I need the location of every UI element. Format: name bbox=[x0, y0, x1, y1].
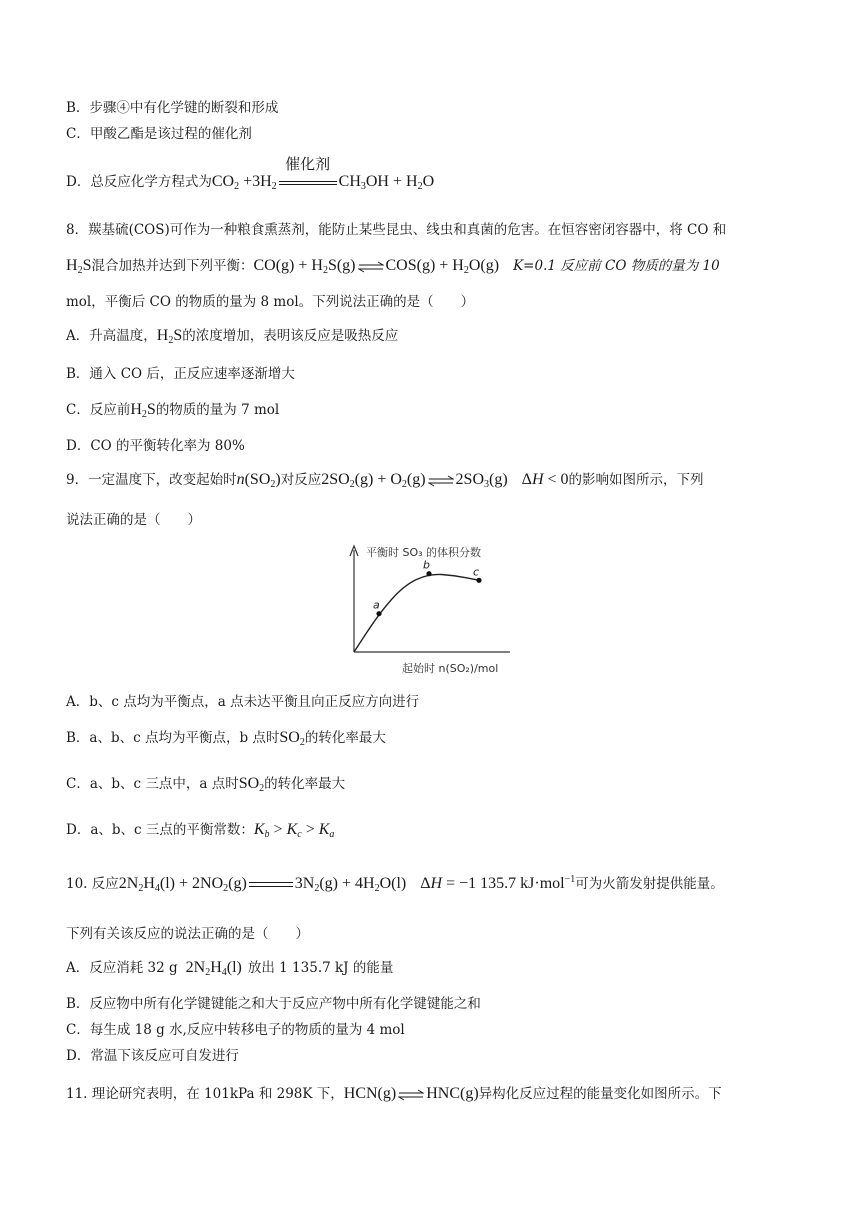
q10-option-d: D．常温下该反应可自发进行 bbox=[66, 1048, 239, 1064]
q9-option-a: A．b、c 点均为平衡点，a 点未达平衡且向正反应方向进行 bbox=[66, 694, 420, 710]
point-b bbox=[426, 571, 431, 576]
catalyst-arrow bbox=[279, 154, 337, 190]
q9-stem-line1: 9．一定温度下，改变起始时$n(SO_2)$对反应$2SO_2(g) + O_2(g)$ $2SO_3(g) \Delta H < 0$的影响如图所示，下列 bbox=[66, 471, 704, 490]
q11-stem-line1: 11. 理论研究表明，在 101kPa 和 298K 下，HCN(g) HNC(g)异构化反应过程的能量变化如图所示。下 bbox=[66, 1085, 722, 1102]
q8-option-d: D．CO 的平衡转化率为 80% bbox=[66, 438, 245, 454]
q10-option-c: C．每生成 18 g 水,反应中转移电子的物质的量为 4 mol bbox=[66, 1022, 405, 1038]
q8-option-c: C．反应前$H_2S$的物质的量为 7 mol bbox=[66, 401, 280, 420]
point-label-c: c bbox=[473, 565, 480, 579]
q9-option-d: D．a、b、c 三点的平衡常数：$K_b > K_c > K_a$ bbox=[66, 821, 335, 840]
q9-option-b: B．a、b、c 点均为平衡点，b 点时$SO_2$的转化率最大 bbox=[66, 729, 386, 748]
reversible-arrow-icon bbox=[358, 261, 384, 273]
q7-option-d: D．总反应化学方程式为$CO_2 +3H_2$ 催化剂 $CH_3OH + H_2O$ bbox=[66, 154, 435, 192]
q7-option-c: C．甲酸乙酯是该过程的催化剂 bbox=[66, 126, 252, 142]
q8-stem-line3: mol，平衡后 CO 的物质的量为 8 mol。下列说法正确的是（ ） bbox=[66, 294, 475, 310]
q9-stem-line2: 说法正确的是（ ） bbox=[66, 512, 201, 528]
y-axis-label: 平衡时 SO₃ 的体积分数 bbox=[366, 546, 482, 559]
point-a bbox=[376, 611, 381, 616]
catalyst-label: 催化剂 bbox=[285, 154, 331, 173]
reversible-arrow-icon bbox=[398, 1089, 424, 1101]
q7-option-b: B．步骤④中有化学键的断裂和形成 bbox=[66, 100, 279, 116]
q10-stem-line2: 下列有关该反应的说法正确的是（ ） bbox=[66, 926, 309, 942]
point-label-a: a bbox=[373, 598, 380, 612]
point-label-b: b bbox=[423, 558, 430, 572]
equals-sign bbox=[249, 881, 293, 889]
equilibrium-chart bbox=[340, 542, 520, 678]
q8-stem-line2: $H_2S$混合加热并达到下列平衡：$CO(g) + H_2S(g) COS(g) + H_2O(g)$ K=0.1 反应前 CO 物质的量为 10 bbox=[66, 257, 720, 276]
q8-option-b: B．通入 CO 后，正反应速率逐渐增大 bbox=[66, 366, 295, 382]
q10-option-a: A．反应消耗 32 g $2N_2H_4(l)$ 放出 1 135.7 kJ 的能量 bbox=[66, 959, 394, 978]
q9-option-c: C．a、b、c 三点中，a 点时$SO_2$的转化率最大 bbox=[66, 775, 346, 794]
reversible-arrow-icon bbox=[428, 475, 454, 487]
q8-option-a: A．升高温度，$H_2S$的浓度增加，表明该反应是吸热反应 bbox=[66, 327, 399, 346]
q10-option-b: B．反应物中所有化学键键能之和大于反应产物中所有化学键键能之和 bbox=[66, 996, 481, 1012]
q10-stem-line1: 10. 反应$2N_2H_4(l) + 2NO_2(g) 3N_2(g) + 4H_2O(l) \Delta H = -1$ 135.7 kJ·mol$^{-1}$可为火箭发射提供能量。 bbox=[66, 874, 724, 894]
q8-stem-line1: 8．羰基硫(COS)可作为一种粮食熏蒸剂，能防止某些昆虫、线虫和真菌的危害。在恒容密闭容器中，将 CO 和 bbox=[66, 222, 727, 238]
point-c bbox=[476, 578, 481, 583]
curve-line bbox=[354, 574, 479, 652]
x-axis-label: 起始时 n(SO₂)/mol bbox=[402, 662, 499, 675]
